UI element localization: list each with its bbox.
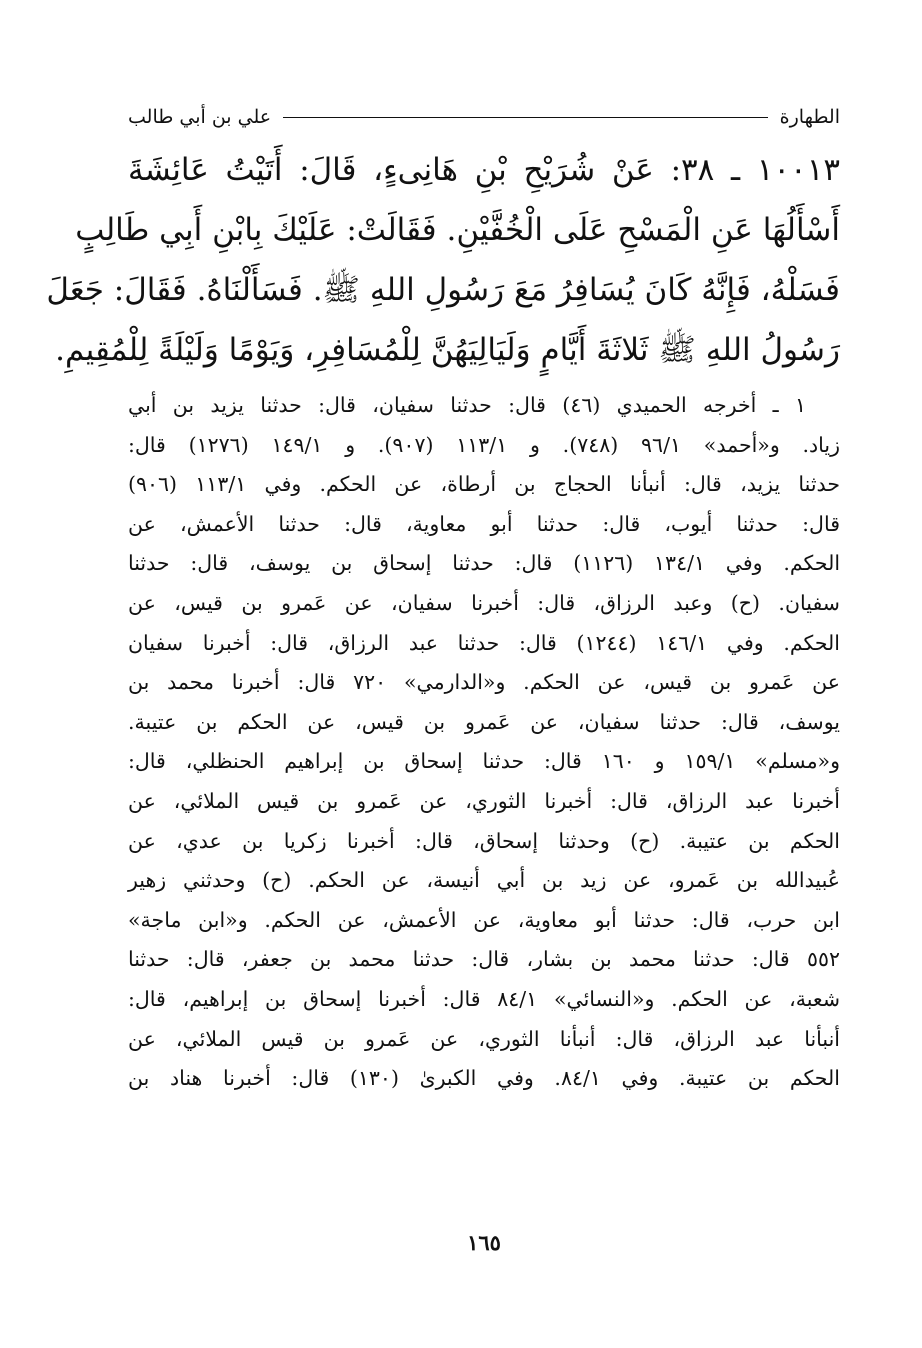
footnote-line: الحكم. وفي ١٤٦/١ (١٢٤٤) قال: حدثنا عبد الرزاق، قال: أخبرنا سفيان <box>128 630 840 655</box>
footnote-line: شعبة، عن الحكم. و«النسائي» ٨٤/١ قال: أخبرنا إسحاق بن إبراهيم، قال: <box>128 986 840 1011</box>
footnote-line: ٥٥٢ قال: حدثنا محمد بن بشار، قال: حدثنا محمد بن جعفر، قال: حدثنا <box>128 947 840 972</box>
hadith-line: فَسَلْهُ، فَإِنَّهُ كَانَ يُسَافِرُ مَعَ رَسُولِ اللهِ ﷺ. فَسَأَلْنَاهُ. فَقَالَ: جَعَلَ <box>46 272 840 308</box>
hadith-line: أَسْأَلُهَا عَنِ الْمَسْحِ عَلَى الْخُفَّيْنِ. فَقَالَتْ: عَلَيْكَ بِابْنِ أَبِي طَالِبٍ <box>75 212 840 248</box>
footnote-line: الحكم بن عتيبة. (ح) وحدثنا إسحاق، قال: أخبرنا زكريا بن عدي، عن <box>128 828 840 853</box>
footnote-line: عن عَمرو بن قيس، عن الحكم. و«الدارمي» ٧٢٠ قال: أخبرنا محمد بن <box>128 670 840 695</box>
footnote-line: الحكم. وفي ١٣٤/١ (١١٢٦) قال: حدثنا إسحاق بن يوسف، قال: حدثنا <box>128 551 841 576</box>
hadith-line: رَسُولُ اللهِ ﷺ ثَلاثَةَ أَيَّامٍ وَلَيَالِيَهُنَّ لِلْمُسَافِرِ، وَيَوْمًا وَلَيْلَةً لِلْمُقِيمِ. <box>55 332 840 368</box>
footnote-line: أخبرنا عبد الرزاق، قال: أخبرنا الثوري، عن عَمرو بن قيس الملائي، عن <box>128 788 840 813</box>
footnotes <box>128 386 840 1099</box>
footnote-line: سفيان. (ح) وعبد الرزاق، قال: أخبرنا سفيان، عن عَمرو بن قيس، عن <box>128 590 840 615</box>
footnote-line: زياد. و«أحمد» ٩٦/١ (٧٤٨). و ١١٣/١ (٩٠٧). و ١٤٩/١ (١٢٧٦) قال: <box>128 432 841 457</box>
footnote-line: يوسف، قال: حدثنا سفيان، عن عَمرو بن قيس، عن الحكم بن عتيبة. <box>128 709 840 734</box>
footnote-line: ابن حرب، قال: حدثنا أبو معاوية، عن الأعمش، عن الحكم. و«ابن ماجة» <box>128 907 840 932</box>
running-header <box>128 100 840 134</box>
hadith-line: ١٠٠١٣ ـ ٣٨: عَنْ شُرَيْحِ بْنِ هَانِىءٍ، قَالَ: أَتَيْتُ عَائِشَةَ <box>128 152 841 188</box>
book-page <box>46 100 841 1280</box>
page-number: ١٦٥ <box>467 1230 501 1255</box>
footnote-line: ١ ـ أخرجه الحميدي (٤٦) قال: حدثنا سفيان، قال: حدثنا يزيد بن أبي <box>128 393 806 417</box>
footnote-line: قال: حدثنا أيوب، قال: حدثنا أبو معاوية، قال: حدثنا الأعمش، عن <box>128 511 840 536</box>
footnote-line: الحكم بن عتيبة. وفي ٨٤/١. وفي الكبرىٰ (١٣٠) قال: أخبرنا هناد بن <box>128 1066 840 1091</box>
footnote-line: عُبيدالله بن عَمرو، عن زيد بن أبي أنيسة، عن الحكم. (ح) وحدثني زهير <box>128 868 840 893</box>
hadith-text <box>46 140 841 380</box>
footnote-line: أنبأنا عبد الرزاق، قال: أنبأنا الثوري، عن عَمرو بن قيس الملائي، عن <box>128 1026 840 1051</box>
header-section-title: الطهارة <box>779 106 840 128</box>
header-author-title: علي بن أبي طالب <box>128 106 272 128</box>
footnote-line: و«مسلم» ١٥٩/١ و ١٦٠ قال: حدثنا إسحاق بن إبراهيم الحنظلي، قال: <box>128 749 840 774</box>
footnote-line: حدثنا يزيد، قال: أنبأنا الحجاج بن أرطاة، عن الحكم. وفي ١١٣/١ (٩٠٦) <box>128 472 840 497</box>
header-rule <box>283 117 768 118</box>
